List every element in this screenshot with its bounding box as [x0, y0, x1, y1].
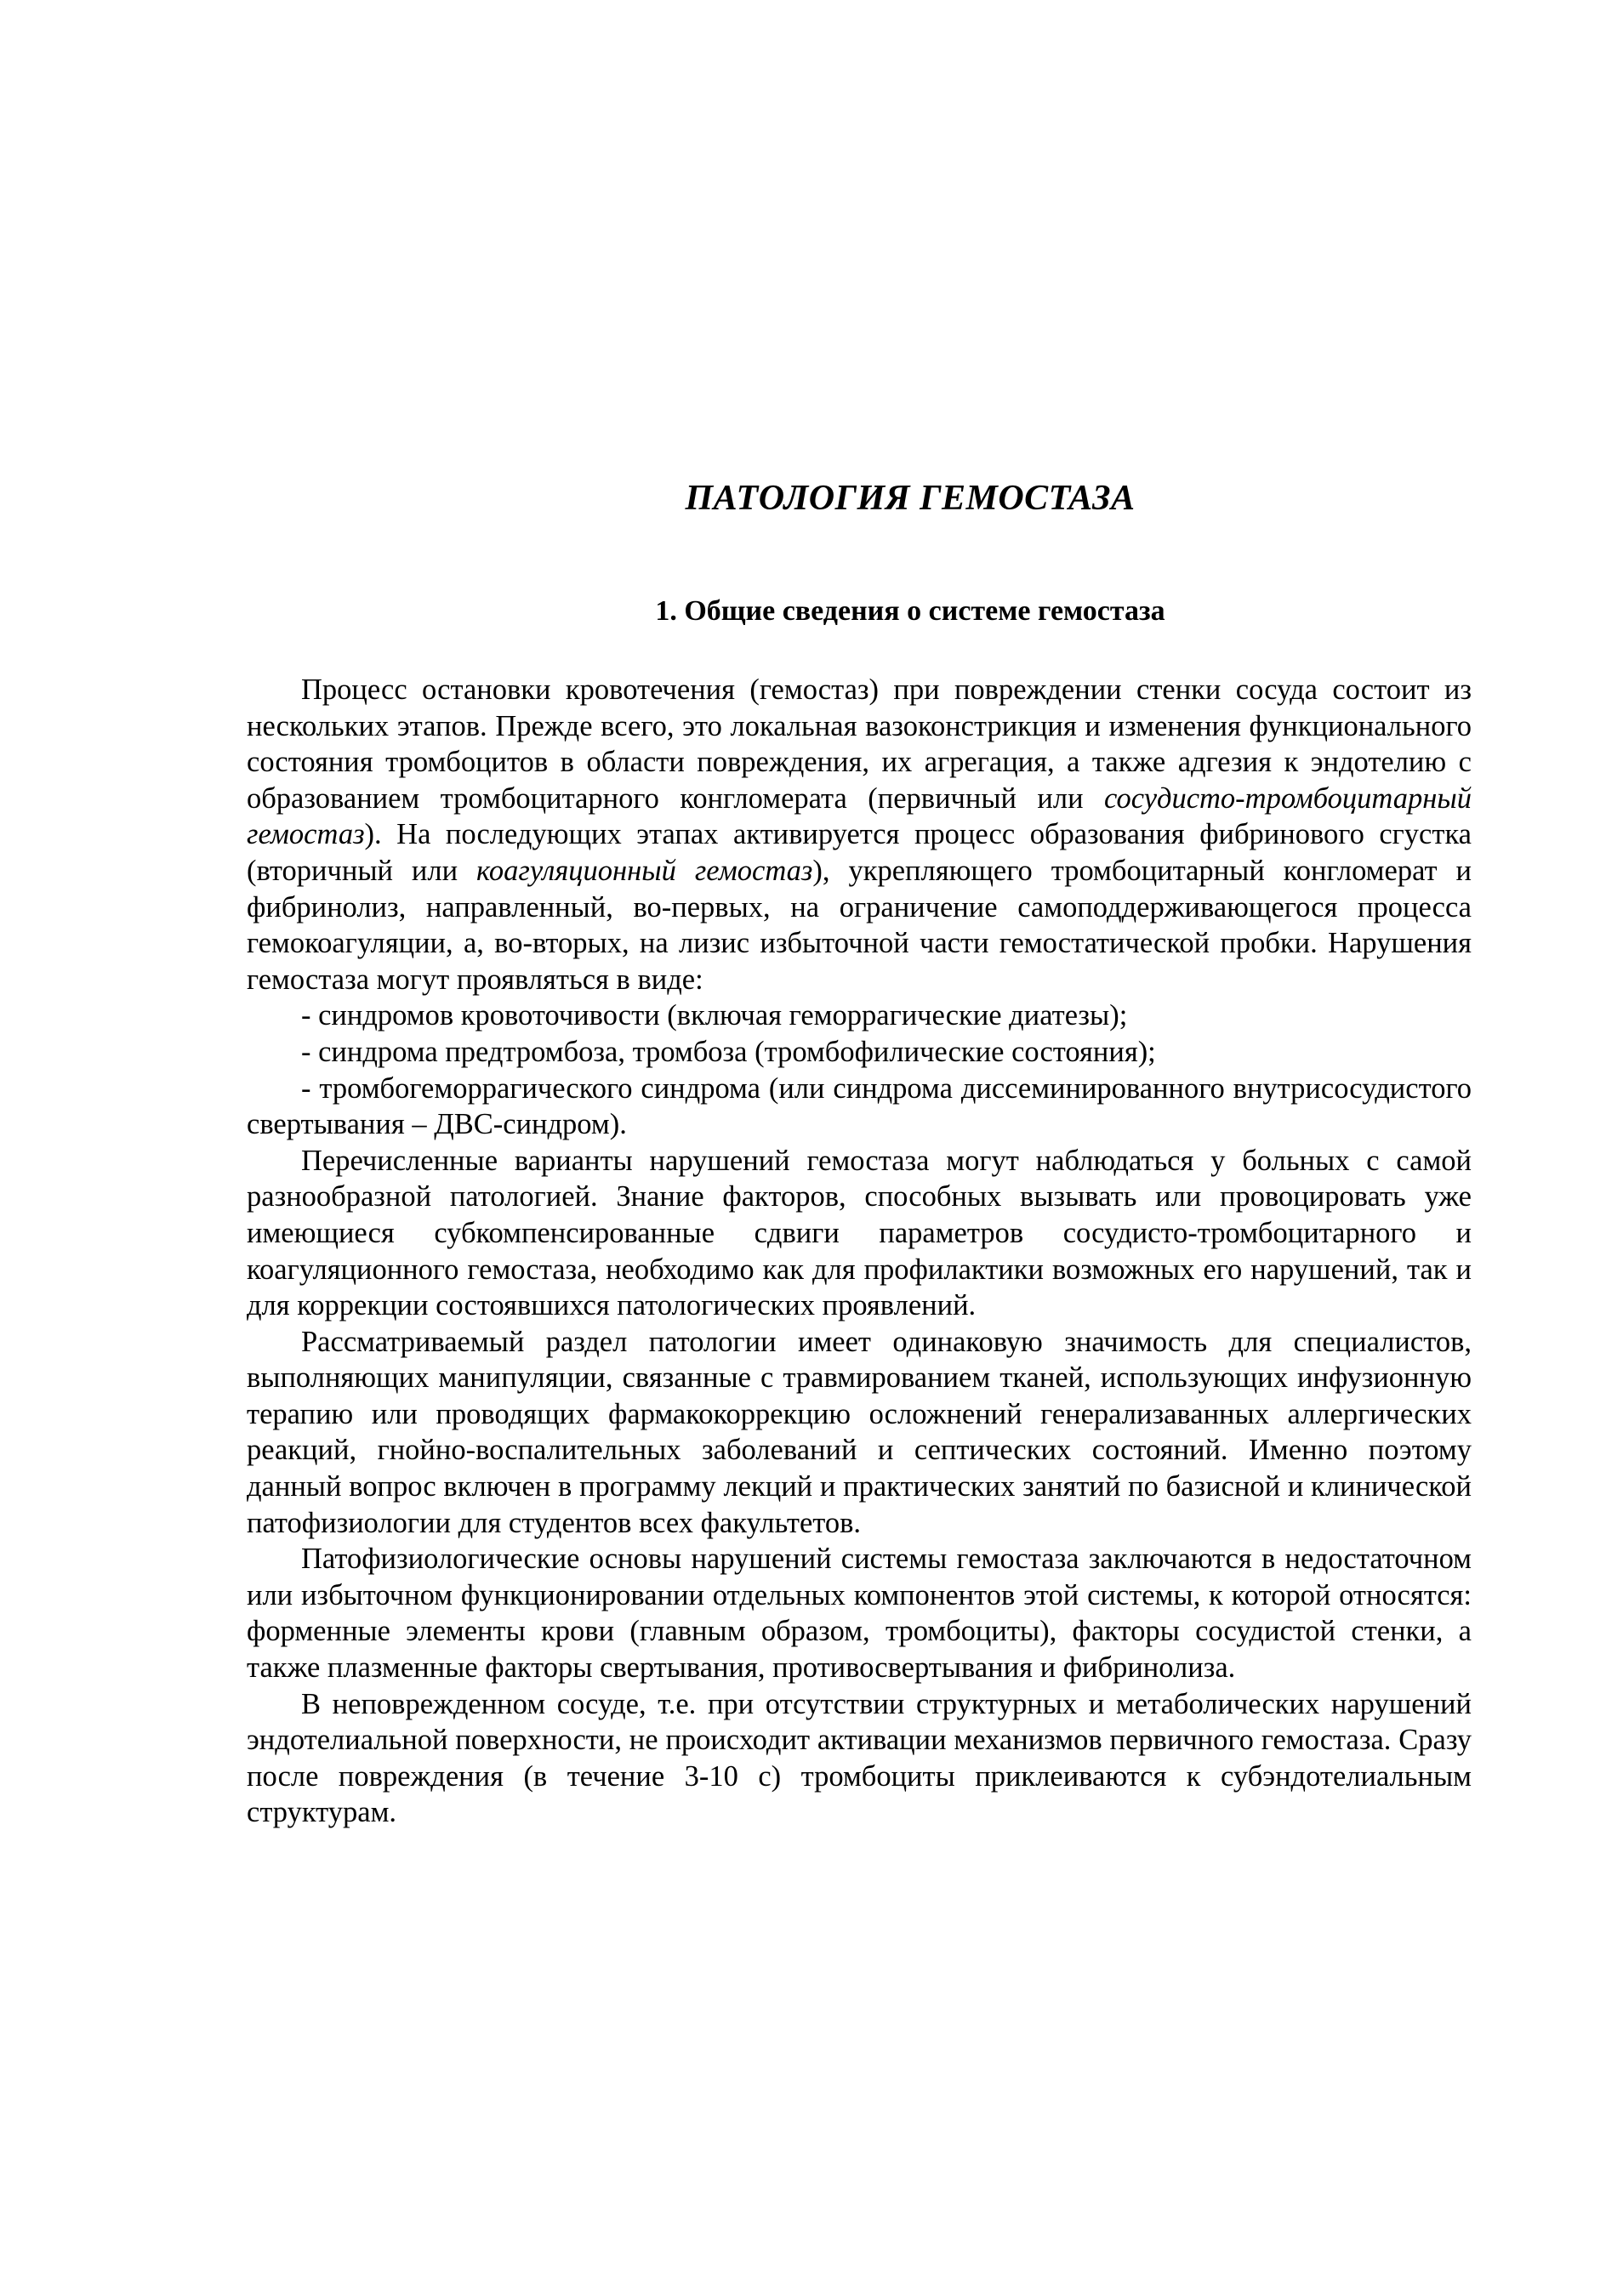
paragraph-5: В неповрежденном сосуде, т.е. при отсутствии структурных и метаболических нарушений эндотелиальной поверхности, не происходит активации механизмов первичного гемостаза. Сразу после повреждения (в течение 3-10 с) тромбоциты приклеиваются к субэндотелиальным структурам. [247, 1687, 1472, 1829]
paragraph-1-part-c: ), укрепляющего тромбоцитарный конгломерат и фибринолиз, направленный, во-первых, на ограничение самоподдерживающегося процесса гемокоагуляции, а, во-вторых, на лизис избыточной части гемостатической пробки. Нарушения гемостаза могут проявляться в виде: [247, 854, 1472, 996]
body-text [247, 672, 1472, 1831]
section-heading: 1. Общие сведения о системе гемостаза [655, 595, 1165, 627]
paragraph-1 [247, 672, 1472, 997]
list-item: - синдромов кровоточивости (включая геморрагические диатезы); [301, 999, 1128, 1032]
list-item: - тромбогеморрагического синдрома (или синдрома диссеминированного внутрисосудистого свертывания – ДВС-синдром). [247, 1071, 1472, 1141]
paragraph-1-part-a: Процесс остановки кровотечения (гемостаз) при повреждении стенки сосуда состоит из нескольких этапов. Прежде всего, это локальная вазоконстрикция и изменения функционального состояния тромбоцитов в области повреждения, их агрегация, а также адгезия к эндотелию с образованием тромбоцитарного конгломерата (первичный или [247, 673, 1472, 815]
chapter-title: ПАТОЛОГИЯ ГЕМОСТАЗА [685, 479, 1136, 518]
paragraph-4: Патофизиологические основы нарушений системы гемостаза заключаются в недостаточном или избыточном функционировании отдельных компонентов этой системы, к которой относятся: форменные элементы крови (главным образом, тромбоциты), факторы сосудистой стенки, а также плазменные факторы свертывания, противосвертывания и фибринолиза. [247, 1543, 1472, 1685]
paragraph-3: Рассматриваемый раздел патологии имеет одинаковую значимость для специалистов, выполняющих манипуляции, связанные с травмированием тканей, использующих инфузионную терапию или проводящих фармакокоррекцию осложнений генерализаванных аллергических реакций, гнойно-воспалительных заболеваний и септических состояний. Именно поэтому данный вопрос включен в программу лекций и практических занятий по базисной и клинической патофизиологии для студентов всех факультетов. [247, 1325, 1472, 1539]
emphasis-vascular-platelet-hemostasis: сосудисто-тромбоцитарный гемостаз [247, 781, 1472, 851]
paragraph-1-part-b: ). На последующих этапах активируется процесс образования фибринового сгустка (вторичный или [247, 818, 1472, 887]
emphasis-coagulation-hemostasis: коагуляционный гемостаз [476, 854, 813, 887]
paragraph-2: Перечисленные варианты нарушений гемостаза могут наблюдаться у больных с самой разнообразной патологией. Знание факторов, способных вызывать или провоцировать уже имеющиеся субкомпенсированные сдвиги параметров сосудисто-тромбоцитарного и коагуляционного гемостаза, необходимо как для профилактики возможных его нарушений, так и для коррекции состоявшихся патологических проявлений. [247, 1144, 1472, 1322]
list-item: - синдрома предтромбоза, тромбоза (тромбофилические состояния); [301, 1035, 1156, 1068]
